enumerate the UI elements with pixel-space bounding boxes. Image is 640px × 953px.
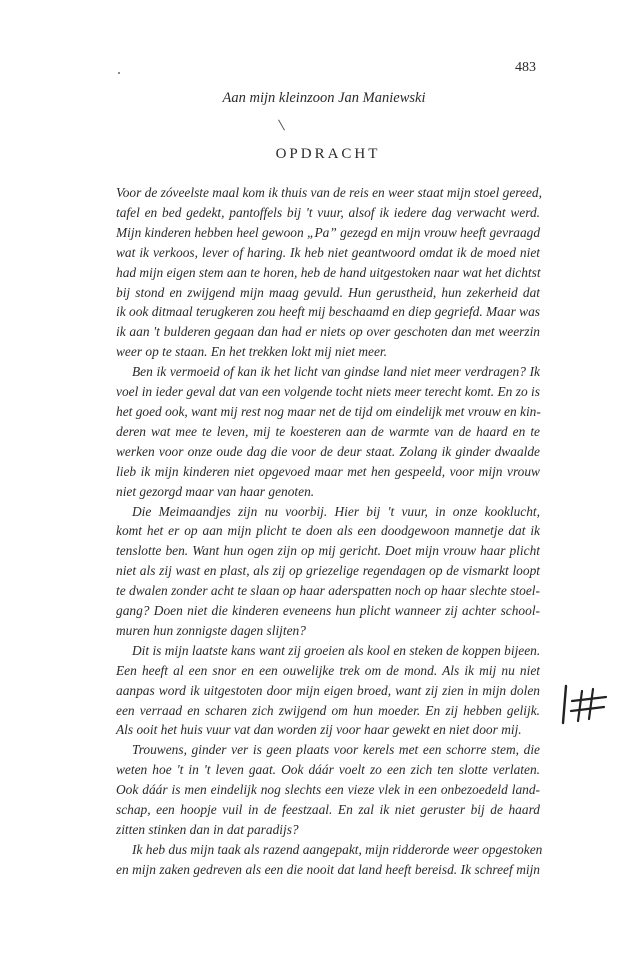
text-line: Een heeft al een snor en een ouwelijke trek om de mond. Als ik mij nu niet [116, 662, 540, 678]
text-line: zitten stinken dan in dat paradijs? [116, 822, 299, 837]
text-line: komt het er op aan mijn plicht te doen als een doodgewoon mannetje dat ik [116, 523, 540, 539]
page-number: 483 [515, 60, 536, 75]
text-line: tafel en bed gedekt, pantoffels bij 't vuur, alsof ik iedere dag verwacht werd. [116, 204, 540, 220]
text-line: had mijn eigen stem aan te horen, heb de hand uitgestoken naar wat het dichtst [116, 264, 541, 280]
text-line: werken voor onze oude dag die voor de deur staat. Zolang ik ginder dwaalde [116, 443, 540, 459]
text-line: Voor de zóveelste maal kom ik thuis van de reis en weer staat mijn stoel gereed, [116, 185, 542, 200]
text-line: schap, een hoopje vuil in de feestzaal. En zal ik niet geruster bij de haard [116, 802, 540, 818]
body-text [116, 183, 543, 880]
text-line: voel in ieder geval dat van een volgende tocht niets meer terecht komt. En zo is [116, 384, 540, 400]
text-line: te dwalen zonder acht te slaan op haar aderspatten noch op haar slechte stoel- [116, 583, 540, 599]
text-line: deren wat mee te leven, mij te koesteren aan de warmte van de haard en te [116, 423, 540, 439]
pencil-tick [278, 120, 285, 131]
text-line: wat ik verkoos, lever of haring. Ik heb niet geantwoord omdat ik de moed niet [116, 244, 540, 260]
text-line: tenslotte ben. Want hun ogen zijn op mij gericht. Doet mijn vrouw haar plicht [116, 543, 540, 559]
text-line: gang? Doen niet die kinderen eveneens hun plicht wanneer zij achter school- [116, 603, 540, 619]
text-line: Ook dáár is men eindelijk nog slechts een vieze vlek in een onbezoedeld land- [116, 782, 540, 798]
text-line: aanpas word ik uitgestoten door mijn eigen broed, want zij zien in mijn dolen [116, 682, 540, 698]
text-line: Trouwens, ginder ver is geen plaats voor kerels met een schorre stem, die [132, 742, 540, 758]
handwritten-pound-sign-icon [560, 683, 620, 725]
text-line: Ik heb dus mijn taak als razend aangepakt, mijn ridderorde weer opgestoken [132, 841, 543, 857]
text-line: en mijn zaken gedreven als een die nooit dat land heeft bereisd. Ik schreef mijn [116, 861, 540, 877]
text-line: muren hun zonnigste dagen slijten? [116, 622, 306, 638]
text-line: weten hoe 't in 't leven gaat. Ook dáár voelt zo een zich ten slotte verlaten. [116, 762, 540, 778]
text-line: het goed ook, want mij rest nog maar net de tijd om eindelijk met vrouw en kin- [116, 403, 541, 419]
text-line: lieb ik mijn kinderen niet opgevoed maar met hen gespeeld, voor mijn vrouw [116, 463, 540, 479]
text-line: Mijn kinderen hebben heel gewoon „Pa” gezegd en mijn vrouw heeft gevraagd [116, 224, 541, 240]
text-line: Die Meimaandjes zijn nu voorbij. Hier bij 't vuur, in onze kooklucht, [132, 503, 540, 519]
text-line: niet gezorgd maar van haar genoten. [116, 483, 315, 499]
text-line: ik ook ditmaal terugkeren zou heeft mij beschaamd en diep gegriefd. Maar was [116, 304, 540, 320]
text-line: een verraad en scharen zich zwijgend om hun moeder. En zij hebben gelijk. [116, 702, 540, 718]
dust-speck [118, 72, 120, 74]
text-line: niet als zij wast en plast, als zij op griezelige regendagen op de vismarkt loopt [116, 563, 540, 579]
text-line: Ben ik vermoeid of kan ik het licht van gindse land niet meer verdragen? Ik [132, 364, 540, 380]
dedication: Aan mijn kleinzoon Jan Maniewski [222, 90, 426, 106]
text-line: Dit is mijn laatste kans want zij groeien als kool en steken de koppen bijeen. [132, 642, 541, 658]
text-line: bij stond en zwijgend mijn maag gevuld. Hun gerustheid, hun zekerheid dat [116, 284, 540, 300]
text-line: ik aan 't bulderen gegaan dan had er niets op over geschoten dan met weerzin [116, 324, 540, 340]
text-line: weer op te staan. En het trekken lokt mij niet meer. [116, 344, 387, 360]
page-title: OPDRACHT [275, 146, 381, 162]
text-line: Als ooit het huis vuur vat dan worden zij voor haar gewekt en niet door mij. [116, 722, 522, 738]
